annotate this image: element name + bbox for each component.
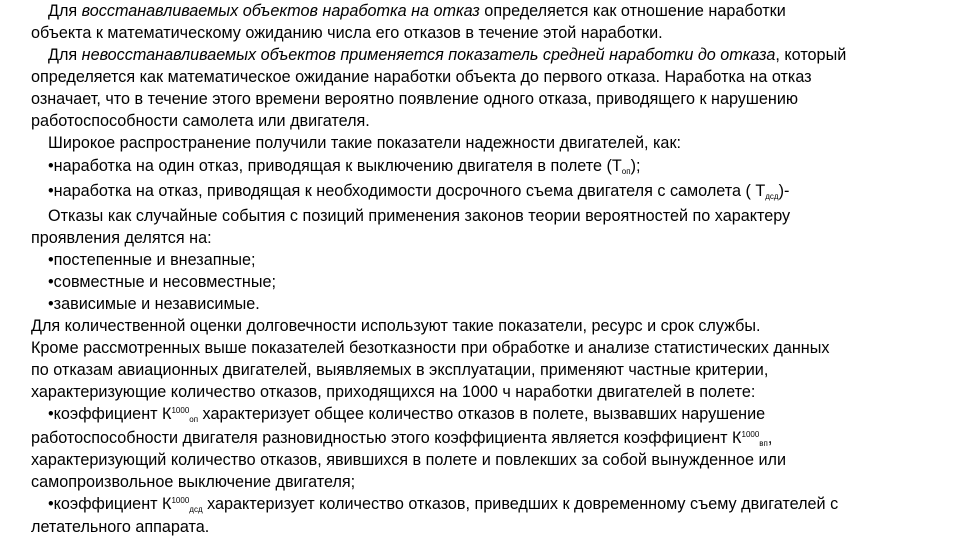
paragraph-2-line-4: работоспособности самолета или двигателя. (31, 112, 370, 130)
coefficient-1-line-4: самопроизвольное выключение двигателя; (31, 473, 356, 491)
coefficient-1-line-2 (31, 427, 938, 449)
text-run: характеризует общее количество отказов в полете, вызвавших нарушение (198, 405, 766, 423)
italic-term: восстанавливаемых объектов наработка на отказ (81, 2, 480, 20)
text-run: , который (775, 46, 847, 64)
paragraph-2-line-3: означает, что в течение этого времени вероятно появление одного отказа, приводящего к нарушению (31, 90, 799, 108)
text-run: определяется как отношение наработки (479, 2, 786, 20)
coefficient-2-line-1 (48, 493, 938, 515)
text-run: •коэффициент К (48, 405, 172, 423)
subscript: дсд (765, 192, 779, 201)
subscript: дсд (189, 505, 203, 514)
subscript: оп (189, 415, 199, 424)
text-run: •наработка на один отказ, приводящая к выключению двигателя в полете (Т (48, 157, 622, 175)
text-run: характеризует количество отказов, приведших к довременному съему двигателей с (202, 495, 839, 513)
italic-term: невосстанавливаемых объектов применяется показатель средней наработки до отказа (81, 46, 776, 64)
bullet-4: •совместные и несовместные; (48, 273, 276, 291)
subscript: вп (759, 439, 768, 448)
paragraph-2-line-1 (48, 44, 938, 66)
paragraph-5: Для количественной оценки долговечности используют такие показатели, ресурс и срок службы. (31, 317, 761, 335)
paragraph-6-line-1: Кроме рассмотренных выше показателей безотказности при обработке и анализе статистических данных (31, 339, 830, 357)
text-run: Для (48, 46, 82, 64)
text-run: •наработка на отказ, приводящая к необходимости досрочного съема двигателя с самолета ( Т (48, 182, 766, 200)
paragraph-6-line-2: по отказам авиационных двигателей, выявляемых в эксплуатации, применяют частные критерии, (31, 361, 769, 379)
bullet-1 (48, 155, 938, 177)
bullet-3: •постепенные и внезапные; (48, 251, 256, 269)
text-run: , (767, 429, 773, 447)
paragraph-1-line-2: объекта к математическому ожиданию числа его отказов в течение этой наработки. (31, 24, 663, 42)
subscript: оп (621, 167, 631, 176)
superscript: 1000 (171, 496, 190, 505)
text-run: работоспособности двигателя разновидностью этого коэффициента является коэффициент К (31, 429, 742, 447)
text-run: ); (630, 157, 641, 175)
bullet-5: •зависимые и независимые. (48, 295, 260, 313)
paragraph-4-line-1: Отказы как случайные события с позиций применения законов теории вероятностей по характеру (48, 207, 791, 225)
paragraph-1-line-1 (48, 0, 938, 22)
coefficient-2-line-2: летательного аппарата. (31, 518, 210, 536)
paragraph-3: Широкое распространение получили такие показатели надежности двигателей, как: (48, 134, 682, 152)
paragraph-4-line-2: проявления делятся на: (31, 229, 212, 247)
text-run: Для (48, 2, 82, 20)
superscript: 1000 (171, 406, 190, 415)
bullet-2 (48, 180, 938, 202)
text-run: •коэффициент К (48, 495, 172, 513)
coefficient-1-line-3: характеризующий количество отказов, явившихся в полете и повлекших за собой вынужденное или (31, 451, 787, 469)
paragraph-2-line-2: определяется как математическое ожидание наработки объекта до первого отказа. Наработка на отказ (31, 68, 812, 86)
superscript: 1000 (741, 430, 760, 439)
coefficient-1-line-1 (48, 403, 938, 425)
text-run: )- (778, 182, 790, 200)
paragraph-6-line-3: характеризующие количество отказов, приходящихся на 1000 ч наработки двигателей в полете: (31, 383, 756, 401)
